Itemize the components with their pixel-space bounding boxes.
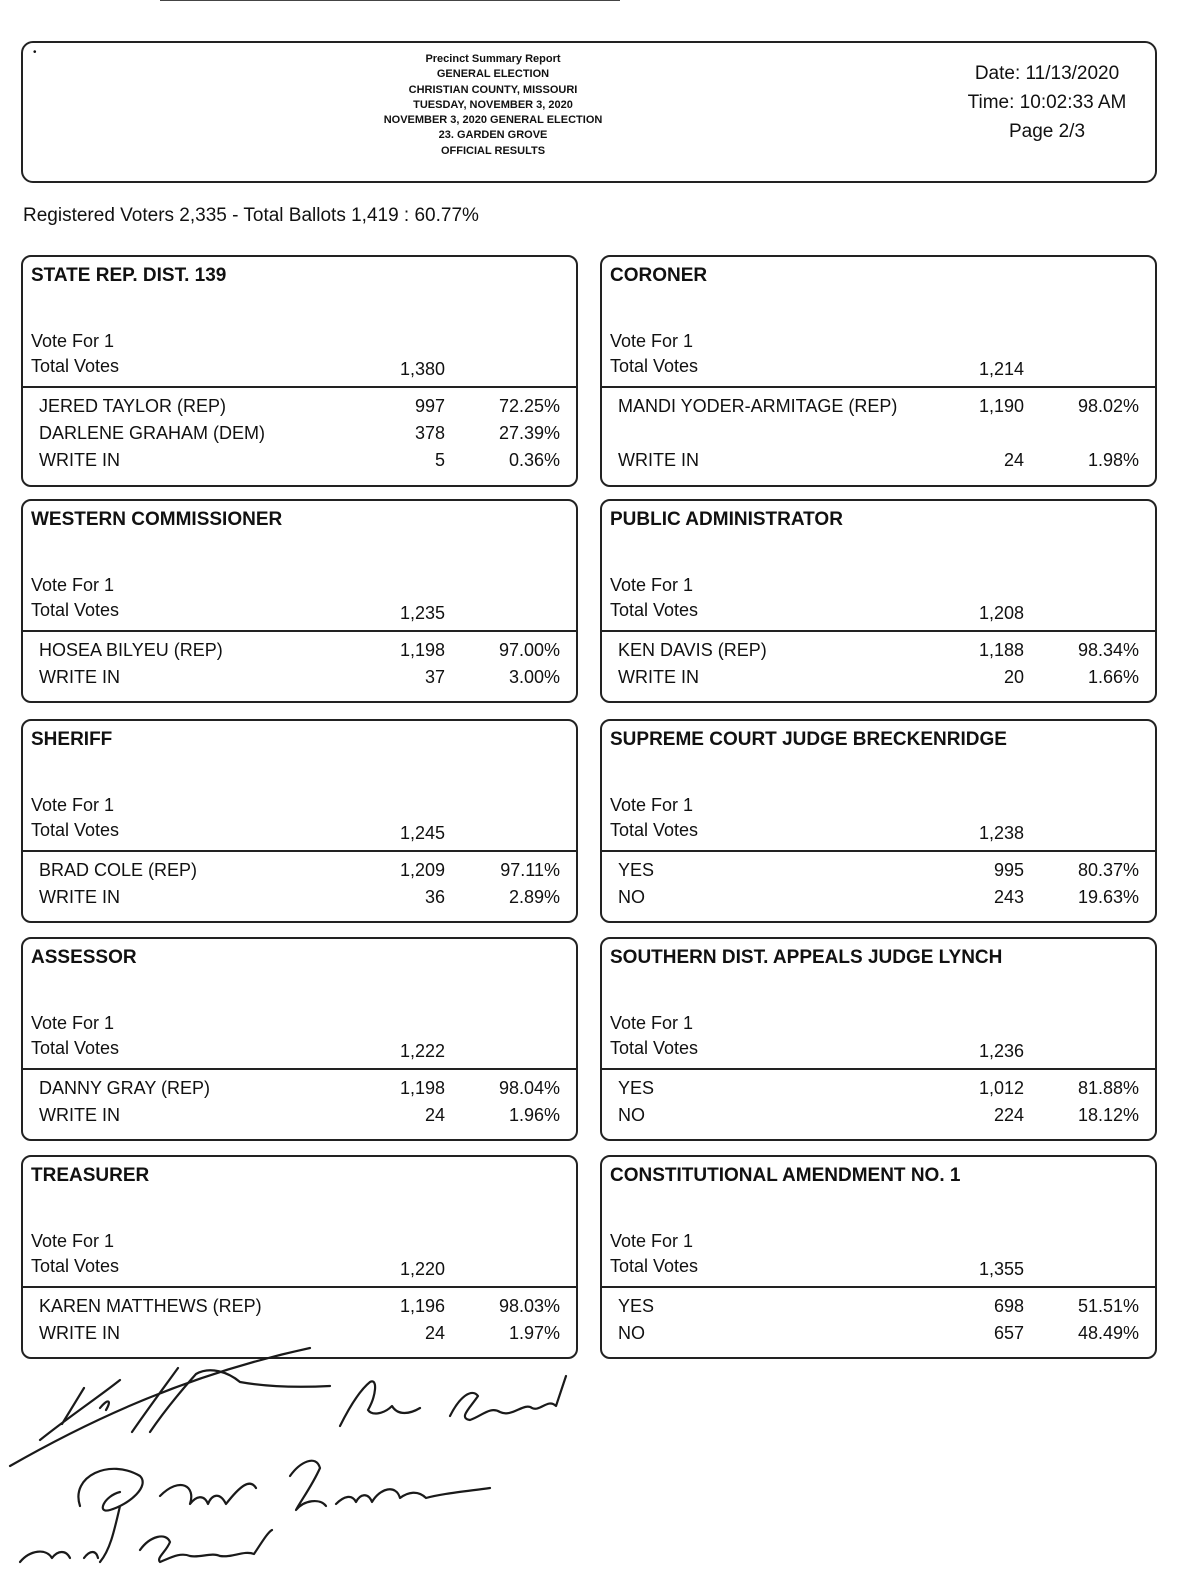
candidate-votes: 24 xyxy=(424,1323,445,1343)
header-divider xyxy=(23,1286,576,1288)
candidate-votes: 243 xyxy=(993,887,1024,907)
candidate-row xyxy=(602,396,1155,450)
candidate-name: YES xyxy=(618,1296,655,1316)
candidate-row xyxy=(602,640,1155,667)
contest-box xyxy=(21,255,578,487)
election-full-name: NOVEMBER 3, 2020 GENERAL ELECTION xyxy=(383,114,603,127)
header-divider xyxy=(23,630,576,632)
candidate-row xyxy=(23,1105,576,1132)
candidate-name: JERED TAYLOR (REP) xyxy=(39,396,227,416)
candidate-percent: 19.63% xyxy=(1077,887,1139,907)
header-divider xyxy=(602,630,1155,632)
vote-for-label: Vote For 1 xyxy=(31,795,115,815)
contest-box xyxy=(21,937,578,1141)
vote-for-label: Vote For 1 xyxy=(610,1231,694,1251)
candidate-row xyxy=(23,423,576,450)
candidate-percent: 97.11% xyxy=(500,860,560,880)
header-divider xyxy=(23,1068,576,1070)
candidate-votes: 24 xyxy=(424,1105,445,1125)
candidate-row xyxy=(23,1296,576,1323)
candidate-name: NO xyxy=(618,887,645,907)
report-header xyxy=(21,41,1157,183)
report-date: Date: 11/13/2020 xyxy=(974,63,1120,84)
candidate-name: NO xyxy=(618,1105,645,1125)
contest-title: CORONER xyxy=(610,265,708,286)
total-votes-value: 1,220 xyxy=(399,1259,445,1279)
candidate-name: WRITE IN xyxy=(39,667,120,687)
report-meta xyxy=(947,59,1147,146)
candidate-row xyxy=(23,396,576,423)
candidate-percent: 97.00% xyxy=(498,640,560,660)
candidate-percent: 27.39% xyxy=(498,423,560,443)
candidate-row xyxy=(602,667,1155,694)
contest-title: WESTERN COMMISSIONER xyxy=(31,509,283,530)
candidate-name: WRITE IN xyxy=(39,1323,120,1343)
total-votes-value: 1,355 xyxy=(978,1259,1024,1279)
candidate-row xyxy=(23,860,576,887)
header-divider xyxy=(602,1068,1155,1070)
total-votes-label: Total Votes xyxy=(31,1256,120,1276)
candidate-rows xyxy=(602,1296,1155,1350)
candidate-row xyxy=(23,1078,576,1105)
total-votes-value: 1,380 xyxy=(399,359,445,379)
scan-mark: • xyxy=(33,47,37,58)
candidate-votes: 1,190 xyxy=(978,396,1024,416)
vote-for-label: Vote For 1 xyxy=(610,331,694,351)
candidate-row xyxy=(23,640,576,667)
candidate-votes: 378 xyxy=(414,423,445,443)
report-title-block xyxy=(323,52,663,159)
contest-box xyxy=(600,719,1157,923)
report-time: Time: 10:02:33 AM xyxy=(967,92,1127,113)
candidate-percent: 98.02% xyxy=(1077,396,1139,416)
candidate-percent: 2.89% xyxy=(508,887,560,907)
total-votes-value: 1,238 xyxy=(978,823,1024,843)
candidate-percent: 80.37% xyxy=(1077,860,1139,880)
candidate-percent: 3.00% xyxy=(508,667,560,687)
candidate-name: WRITE IN xyxy=(39,887,120,907)
candidate-rows xyxy=(602,1078,1155,1132)
registered-voters-summary: Registered Voters 2,335 - Total Ballots 1,419 : 60.77% xyxy=(23,205,479,226)
contest-title: TREASURER xyxy=(31,1165,150,1186)
candidate-votes: 1,198 xyxy=(399,1078,445,1098)
candidate-row xyxy=(23,887,576,914)
candidate-name: WRITE IN xyxy=(618,450,699,470)
candidate-name: HOSEA BILYEU (REP) xyxy=(39,640,223,660)
candidate-votes: 995 xyxy=(993,860,1024,880)
candidate-votes: 1,012 xyxy=(978,1078,1024,1098)
candidate-rows xyxy=(23,1078,576,1132)
contest-title: SOUTHERN DIST. APPEALS JUDGE LYNCH xyxy=(610,947,1003,968)
total-votes-value: 1,245 xyxy=(399,823,445,843)
total-votes-label: Total Votes xyxy=(610,1038,699,1058)
candidate-votes: 37 xyxy=(424,667,445,687)
county-name: CHRISTIAN COUNTY, MISSOURI xyxy=(408,83,578,96)
candidate-percent: 72.25% xyxy=(498,396,560,416)
candidate-votes: 24 xyxy=(1003,450,1024,470)
candidate-percent: 0.36% xyxy=(508,450,560,470)
candidate-row xyxy=(602,887,1155,914)
contest-title: ASSESSOR xyxy=(31,947,137,968)
candidate-name: DANNY GRAY (REP) xyxy=(39,1078,211,1098)
total-votes-value: 1,236 xyxy=(978,1041,1024,1061)
candidate-rows xyxy=(602,640,1155,694)
candidate-name: WRITE IN xyxy=(39,450,120,470)
candidate-votes: 224 xyxy=(993,1105,1024,1125)
total-votes-label: Total Votes xyxy=(31,600,120,620)
candidate-row xyxy=(602,860,1155,887)
candidate-rows xyxy=(23,396,576,477)
candidate-percent: 18.12% xyxy=(1077,1105,1139,1125)
candidate-percent: 51.51% xyxy=(1077,1296,1139,1316)
candidate-percent: 1.97% xyxy=(508,1323,560,1343)
vote-for-label: Vote For 1 xyxy=(31,331,115,351)
vote-for-label: Vote For 1 xyxy=(610,795,694,815)
precinct-name: 23. GARDEN GROVE xyxy=(438,129,548,142)
page-number: Page 2/3 xyxy=(1008,121,1086,142)
candidate-votes: 997 xyxy=(414,396,445,416)
candidate-rows xyxy=(23,860,576,914)
total-votes-label: Total Votes xyxy=(610,820,699,840)
candidate-name: WRITE IN xyxy=(618,667,699,687)
candidate-votes: 1,188 xyxy=(978,640,1024,660)
header-divider xyxy=(602,850,1155,852)
contest-title: PUBLIC ADMINISTRATOR xyxy=(610,509,843,530)
candidate-percent: 81.88% xyxy=(1077,1078,1139,1098)
candidate-percent: 98.34% xyxy=(1077,640,1139,660)
candidate-votes: 1,209 xyxy=(399,860,445,880)
candidate-row xyxy=(23,450,576,477)
contest-box xyxy=(21,1155,578,1359)
candidate-name: DARLENE GRAHAM (DEM) xyxy=(39,423,266,443)
election-name: GENERAL ELECTION xyxy=(436,68,550,81)
candidate-row xyxy=(602,450,1155,477)
election-date: TUESDAY, NOVEMBER 3, 2020 xyxy=(413,98,573,111)
contest-title: SHERIFF xyxy=(31,729,113,750)
handwritten-signatures xyxy=(0,1336,640,1574)
candidate-name: NO xyxy=(618,1323,645,1343)
contest-box xyxy=(600,255,1157,487)
candidate-row xyxy=(602,1323,1155,1350)
total-votes-label: Total Votes xyxy=(31,356,120,376)
candidate-row xyxy=(602,1078,1155,1105)
contest-box xyxy=(600,1155,1157,1359)
header-divider xyxy=(23,850,576,852)
scan-top-rule xyxy=(160,0,620,3)
candidate-rows xyxy=(602,396,1155,477)
candidate-votes: 5 xyxy=(434,450,445,470)
total-votes-value: 1,208 xyxy=(978,603,1024,623)
candidate-name: BRAD COLE (REP) xyxy=(39,860,198,880)
total-votes-value: 1,222 xyxy=(399,1041,445,1061)
candidate-percent: 48.49% xyxy=(1077,1323,1139,1343)
total-votes-label: Total Votes xyxy=(31,820,120,840)
header-divider xyxy=(23,386,576,388)
vote-for-label: Vote For 1 xyxy=(610,1013,694,1033)
contest-title: CONSTITUTIONAL AMENDMENT NO. 1 xyxy=(610,1165,961,1186)
candidate-name: YES xyxy=(618,860,655,880)
vote-for-label: Vote For 1 xyxy=(31,1013,115,1033)
candidate-name: KAREN MATTHEWS (REP) xyxy=(39,1296,262,1316)
candidate-percent: 1.66% xyxy=(1087,667,1139,687)
results-status: OFFICIAL RESULTS xyxy=(440,144,546,157)
candidate-votes: 698 xyxy=(993,1296,1024,1316)
vote-for-label: Vote For 1 xyxy=(31,575,115,595)
contest-box xyxy=(600,937,1157,1141)
candidate-votes: 657 xyxy=(993,1323,1024,1343)
candidate-percent: 98.03% xyxy=(498,1296,560,1316)
candidate-percent: 1.98% xyxy=(1087,450,1139,470)
contest-box xyxy=(21,499,578,703)
candidate-votes: 1,198 xyxy=(399,640,445,660)
total-votes-value: 1,235 xyxy=(399,603,445,623)
header-divider xyxy=(602,386,1155,388)
total-votes-label: Total Votes xyxy=(610,600,699,620)
candidate-rows xyxy=(23,640,576,694)
header-divider xyxy=(602,1286,1155,1288)
candidate-percent: 1.96% xyxy=(508,1105,560,1125)
candidate-row xyxy=(602,1105,1155,1132)
candidate-rows xyxy=(602,860,1155,914)
vote-for-label: Vote For 1 xyxy=(31,1231,115,1251)
contest-box xyxy=(21,719,578,923)
total-votes-value: 1,214 xyxy=(978,359,1024,379)
candidate-name: MANDI YODER-ARMITAGE (REP) xyxy=(618,396,898,416)
candidate-percent: 98.04% xyxy=(498,1078,560,1098)
candidate-name: KEN DAVIS (REP) xyxy=(618,640,767,660)
candidate-votes: 1,196 xyxy=(399,1296,445,1316)
contest-box xyxy=(600,499,1157,703)
vote-for-label: Vote For 1 xyxy=(610,575,694,595)
total-votes-label: Total Votes xyxy=(610,356,699,376)
candidate-votes: 36 xyxy=(424,887,445,907)
candidate-name: WRITE IN xyxy=(39,1105,120,1125)
candidate-row xyxy=(602,1296,1155,1323)
total-votes-label: Total Votes xyxy=(610,1256,699,1276)
candidate-row xyxy=(23,667,576,694)
total-votes-label: Total Votes xyxy=(31,1038,120,1058)
contest-title: STATE REP. DIST. 139 xyxy=(31,265,227,286)
candidate-name: YES xyxy=(618,1078,655,1098)
contest-title: SUPREME COURT JUDGE BRECKENRIDGE xyxy=(610,729,1007,750)
candidate-votes: 20 xyxy=(1003,667,1024,687)
report-title: Precinct Summary Report xyxy=(425,53,561,65)
